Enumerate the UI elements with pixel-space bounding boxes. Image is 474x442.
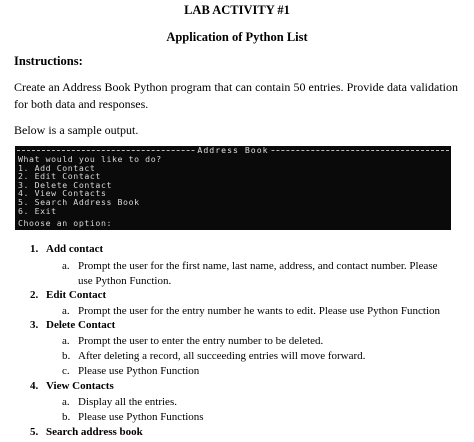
sample-output-intro: Below is a sample output. xyxy=(14,123,139,137)
list-number: 5. xyxy=(30,426,39,438)
list-number: 4. xyxy=(30,380,39,392)
list-item-edit-contact xyxy=(30,289,106,301)
list-item-label: Edit Contact xyxy=(46,289,107,301)
console-line: 6. Exit xyxy=(18,205,57,216)
console-line: What would you like to do? xyxy=(18,154,162,164)
instructions-heading: Instructions: xyxy=(14,54,83,68)
sub-letter: a. xyxy=(62,396,70,408)
console-line: 5. Search Address Book xyxy=(18,196,140,207)
sub-text: Prompt the user for the entry number he wants to edit. Please use Python Function xyxy=(78,305,441,317)
document-title: LAB ACTIVITY #1 xyxy=(184,3,290,17)
list-item-label: Search address book xyxy=(46,426,143,438)
console-screenshot xyxy=(15,146,451,230)
sub-letter: b. xyxy=(62,350,71,362)
console-header xyxy=(15,146,451,155)
sub-text: Display all the entries. xyxy=(78,396,177,408)
sub-item xyxy=(62,365,199,377)
sub-item xyxy=(62,335,323,347)
sub-item xyxy=(62,411,204,423)
document-subtitle: Application of Python List xyxy=(166,30,308,44)
sub-item xyxy=(62,260,438,272)
sub-text-continued: use Python Function. xyxy=(78,275,172,287)
sub-letter: b. xyxy=(62,411,71,423)
console-title: Address Book xyxy=(194,146,271,155)
list-number: 2. xyxy=(30,289,39,301)
console-line: 1. Add Contact xyxy=(18,162,96,173)
console-line: 3. Delete Contact xyxy=(18,179,112,190)
sub-text: Please use Python Functions xyxy=(78,411,204,423)
console-line: 2. Edit Contact xyxy=(18,171,101,182)
list-item-delete-contact xyxy=(30,319,115,331)
list-item-label: Delete Contact xyxy=(46,319,116,331)
sub-item xyxy=(62,396,177,408)
sub-letter: a. xyxy=(62,335,70,347)
list-number: 1. xyxy=(30,243,39,255)
list-item-add-contact xyxy=(30,243,103,255)
sub-text: Please use Python Function xyxy=(78,365,200,377)
list-item-view-contacts xyxy=(30,380,114,392)
sub-item xyxy=(62,305,440,317)
instructions-paragraph: Create an Address Book Python program that can contain 50 entries. Provide data validation for both data and responses. xyxy=(14,80,458,111)
sub-item xyxy=(62,350,365,362)
list-item-search-address-book xyxy=(30,426,143,438)
list-number: 3. xyxy=(30,319,39,331)
list-item-label: View Contacts xyxy=(46,380,114,392)
sub-letter: c. xyxy=(62,365,70,377)
sub-letter: a. xyxy=(62,305,70,317)
console-line: 4. View Contacts xyxy=(18,188,107,199)
list-item-label: Add contact xyxy=(46,243,104,255)
console-prompt: Choose an option: xyxy=(18,218,112,229)
sub-text: After deleting a record, all succeeding entries will move forward. xyxy=(78,350,366,362)
sub-text: Prompt the user for the first name, last name, address, and contact number. Please xyxy=(78,260,438,272)
sub-text: Prompt the user to enter the entry number to be deleted. xyxy=(78,335,324,347)
sub-letter: a. xyxy=(62,260,70,272)
